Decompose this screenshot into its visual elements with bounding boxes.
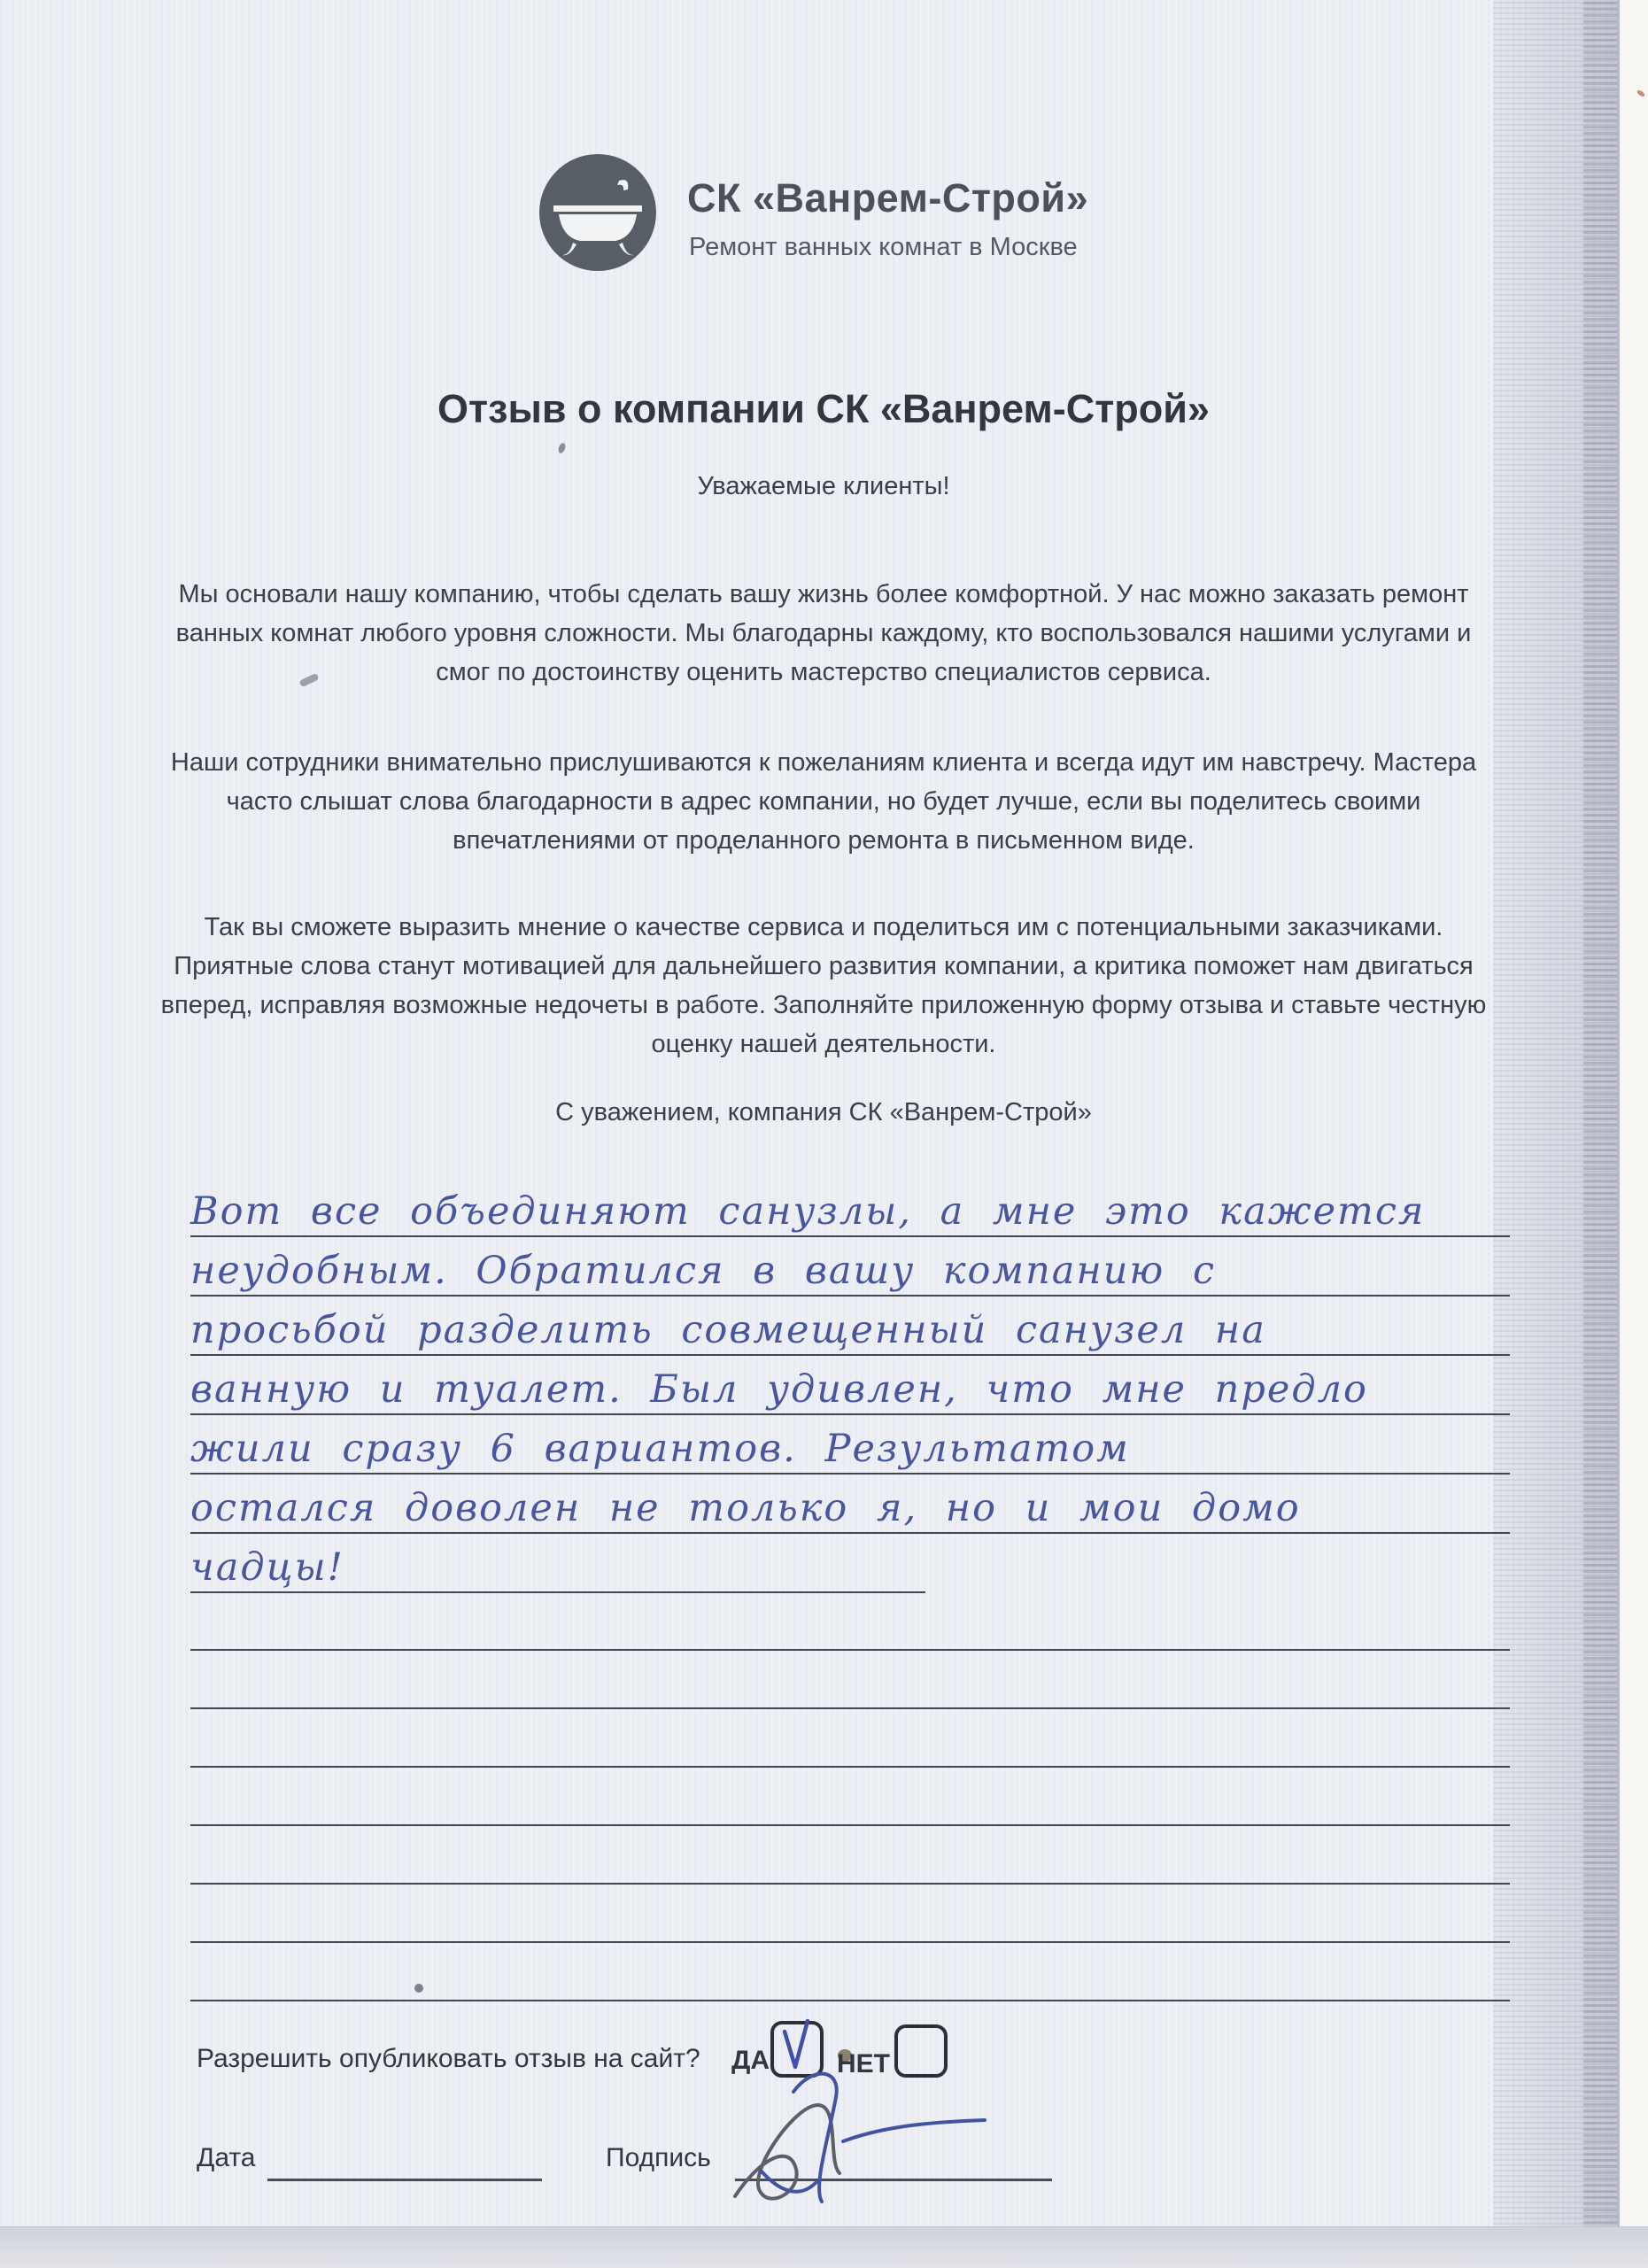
review-line-3: просьбой разделить совмещенный санузел на xyxy=(190,1297,1510,1356)
empty-review-line xyxy=(190,1707,1510,1709)
company-logo xyxy=(534,152,662,273)
publish-question: Разрешить опубликовать отзыв на сайт? xyxy=(197,2044,700,2073)
scan-noise-band-dark xyxy=(1583,0,1619,2267)
review-line-5: жили сразу 6 вариантов. Результатом xyxy=(190,1416,1510,1475)
empty-review-line xyxy=(190,1941,1510,1943)
signature-scribble xyxy=(708,2055,1080,2232)
intro-paragraph-2: Наши сотрудники внимательно прислушиваются к пожеланиям клиента и всегда идут им навстречу. Мастера часто слышат слова благодарности в адрес компании, но будет лучше, если вы поделитесь своими впечатлениями от проделанного ремонта в письменном виде. xyxy=(170,748,1477,855)
speck xyxy=(1636,89,1645,98)
empty-review-line xyxy=(190,1883,1510,1885)
form-title: Отзыв о компании СК «Ванрем-Строй» xyxy=(437,386,1210,431)
scanner-bottom-edge xyxy=(0,2226,1648,2268)
speck xyxy=(414,1984,423,1993)
paper-edge xyxy=(1617,0,1620,2267)
date-line xyxy=(267,2179,542,2181)
brand-title: СК «Ванрем-Строй» xyxy=(687,175,1089,221)
review-line-2: неудобным. Обратился в вашу компанию с xyxy=(190,1238,1510,1297)
empty-review-line xyxy=(190,1766,1510,1768)
signoff: С уважением, компания СК «Ванрем-Строй» xyxy=(555,1098,1092,1126)
signature-label: Подпись xyxy=(606,2143,711,2172)
yes-label: ДА xyxy=(731,2046,770,2075)
review-line-4: ванную и туалет. Был удивлен, что мне предло xyxy=(190,1357,1510,1415)
review-line-7: чадцы! xyxy=(190,1535,925,1593)
review-line-1: Вот все объединяют санузлы, а мне это кажется xyxy=(190,1179,1510,1237)
intro-paragraph-3: Так вы сможете выразить мнение о качестве сервиса и поделиться им с потенциальными заказчиками. Приятные слова станут мотивацией для дальнейшего развития компании, а критика поможет нам двигаться вперед, исправляя возможные недочеты в работе. Заполняйте приложенную форму отзыва и ставьте честную оценку нашей деятельности. xyxy=(160,913,1487,1058)
intro-paragraph-1: Мы основали нашу компанию, чтобы сделать вашу жизнь более комфортной. У нас можно заказать ремонт ванных комнат любого уровня сложности. Мы благодарны каждому, кто воспользовался нашими услугами и смог по достоинству оценить мастерство специалистов сервиса. xyxy=(175,580,1472,686)
bathtub-icon xyxy=(534,152,662,273)
salutation: Уважаемые клиенты! xyxy=(697,472,950,500)
empty-review-line xyxy=(190,2000,1510,2001)
empty-review-line xyxy=(190,1649,1510,1651)
review-line-6: остался доволен не только я, но и мои домо xyxy=(190,1475,1510,1534)
brand-subtitle: Ремонт ванных комнат в Москве xyxy=(689,233,1078,261)
date-label: Дата xyxy=(197,2143,256,2172)
empty-review-line xyxy=(190,1824,1510,1826)
no-label: НЕТ xyxy=(837,2049,890,2078)
